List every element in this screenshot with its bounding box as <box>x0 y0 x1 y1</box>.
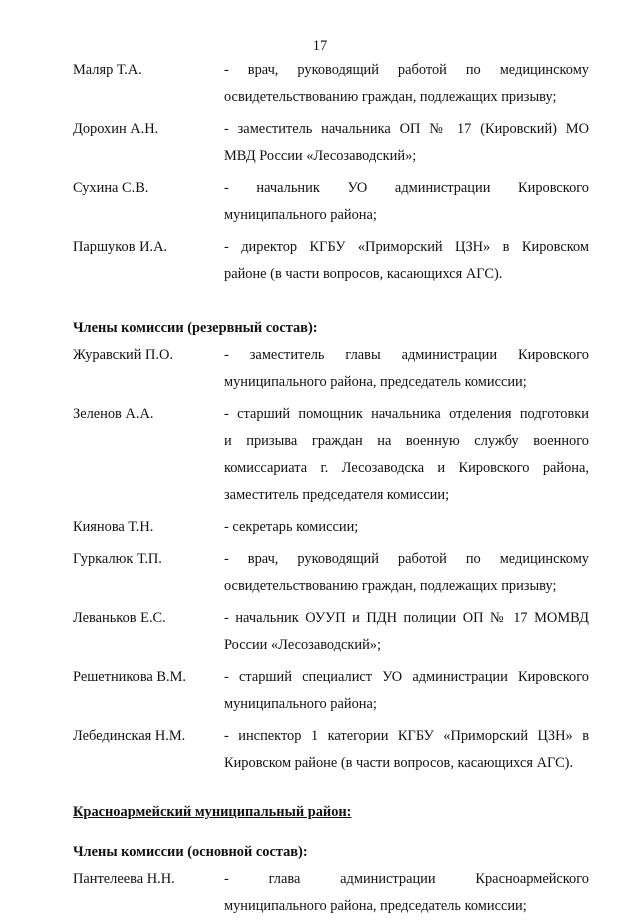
member-role <box>224 514 589 541</box>
member-name: Журавский П.О. <box>73 347 174 363</box>
member-name: Зеленов А.А. <box>73 406 154 422</box>
member-role <box>224 866 589 920</box>
document-content <box>73 57 589 920</box>
member-role-line: освидетельствованию граждан, подлежащих призыву; <box>224 578 557 594</box>
member-row <box>73 546 589 600</box>
member-role <box>224 605 589 659</box>
member-role-line: России «Лесозаводский»; <box>224 637 382 653</box>
member-role-line: Кировском районе (в части вопросов, касающихся АГС). <box>224 755 574 771</box>
member-role <box>224 401 589 509</box>
member-name: Леваньков Е.С. <box>73 610 166 626</box>
member-name: Дорохин А.Н. <box>73 121 159 137</box>
member-role <box>224 234 589 288</box>
member-role-line: МВД России «Лесозаводский»; <box>224 148 417 164</box>
member-name: Гуркалюк Т.П. <box>73 551 162 567</box>
member-row <box>73 723 589 777</box>
member-role <box>224 175 589 229</box>
member-role-line: - начальник ОУУП и ПДН полиции ОП № 17 МОМВД <box>224 610 589 626</box>
member-role-line: районе (в части вопросов, касающихся АГС). <box>224 266 503 282</box>
member-list-group2 <box>73 342 589 777</box>
member-name: Сухина С.В. <box>73 180 149 196</box>
member-name: Пантелеева Н.Н. <box>73 871 175 887</box>
member-role-line: муниципального района; <box>224 696 377 712</box>
member-role <box>224 57 589 111</box>
member-role-line: - заместитель начальника ОП № 17 (Кировский) МО <box>224 121 589 137</box>
member-row <box>73 664 589 718</box>
member-row <box>73 342 589 396</box>
member-role-line: - инспектор 1 категории КГБУ «Приморский ЦЗН» в <box>224 728 589 744</box>
member-name: Лебединская Н.М. <box>73 728 186 744</box>
member-role <box>224 116 589 170</box>
member-role <box>224 546 589 600</box>
member-role <box>224 342 589 396</box>
member-name: Киянова Т.Н. <box>73 519 154 535</box>
page-number: 17 <box>312 38 328 54</box>
member-role-line: - старший помощник начальника отделения подготовки <box>224 406 589 422</box>
member-role-line: освидетельствованию граждан, подлежащих призыву; <box>224 89 557 105</box>
member-role <box>224 723 589 777</box>
member-row <box>73 175 589 229</box>
member-role-line: - секретарь комиссии; <box>224 519 359 535</box>
member-role-line: и призыва граждан на военную службу военного <box>224 433 589 449</box>
member-role-line: - старший специалист УО администрации Кировского <box>224 669 589 685</box>
member-role <box>224 664 589 718</box>
member-name: Решетникова В.М. <box>73 669 186 685</box>
member-row <box>73 234 589 288</box>
member-name: Маляр Т.А. <box>73 62 142 78</box>
member-list-group1 <box>73 57 589 288</box>
member-row <box>73 401 589 509</box>
reserve-heading: Члены комиссии (резервный состав): <box>73 320 318 336</box>
member-role-line: заместитель председателя комиссии; <box>224 487 450 503</box>
member-row <box>73 514 589 541</box>
member-row <box>73 605 589 659</box>
member-list-group3 <box>73 866 589 920</box>
member-role-line: - врач, руководящий работой по медицинскому <box>224 551 589 567</box>
member-role-line: комиссариата г. Лесозаводска и Кировского района, <box>224 460 589 476</box>
member-row <box>73 116 589 170</box>
member-role-line: - врач, руководящий работой по медицинскому <box>224 62 589 78</box>
member-role-line: муниципального района; <box>224 207 377 223</box>
member-row <box>73 866 589 920</box>
main-heading: Члены комиссии (основной состав): <box>73 844 308 860</box>
member-role-line: муниципального района, председатель комиссии; <box>224 898 527 914</box>
member-row <box>73 57 589 111</box>
member-role-line: - начальник УО администрации Кировского <box>224 180 589 196</box>
member-role-line: муниципального района, председатель комиссии; <box>224 374 527 390</box>
member-role-line: - заместитель главы администрации Кировского <box>224 347 589 363</box>
member-name: Паршуков И.А. <box>73 239 168 255</box>
member-role-line: - глава администрации Красноармейского <box>224 871 589 887</box>
member-role-line: - директор КГБУ «Приморский ЦЗН» в Кировском <box>224 239 589 255</box>
district-heading: Красноармейский муниципальный район: <box>73 804 352 820</box>
